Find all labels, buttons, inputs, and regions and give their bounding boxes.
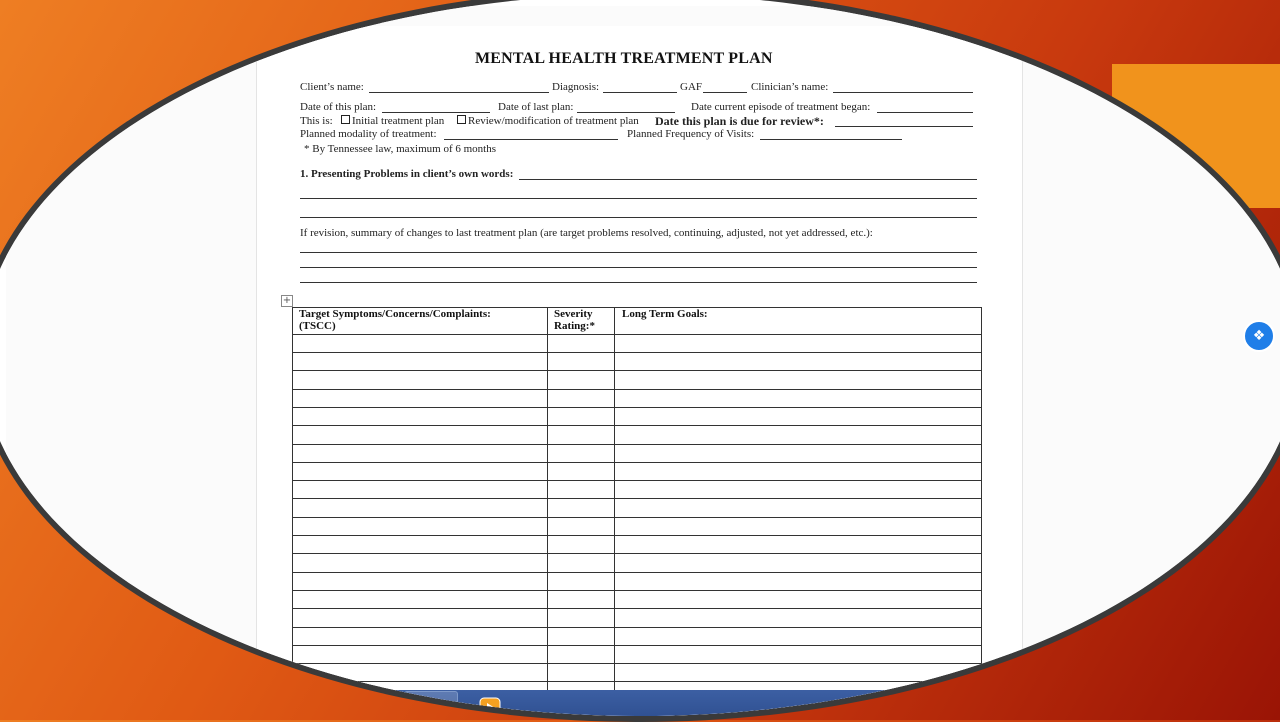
table-row[interactable] xyxy=(292,590,982,591)
tscc-header-line-2: (TSCC) xyxy=(299,320,336,332)
table-row[interactable] xyxy=(292,462,982,463)
table-row[interactable] xyxy=(292,608,982,609)
dropbox-icon[interactable]: ❖ xyxy=(1243,320,1275,352)
diagnosis-field[interactable] xyxy=(603,92,677,93)
severity-header xyxy=(554,308,595,332)
date-this-plan-label: Date of this plan: xyxy=(300,101,377,113)
clinician-name-field[interactable] xyxy=(833,92,973,93)
table-row[interactable] xyxy=(292,352,982,353)
severity-header-line-2: Rating:* xyxy=(554,320,595,332)
table-row[interactable] xyxy=(292,663,982,664)
review-plan-label: Review/modification of treatment plan xyxy=(468,115,639,127)
table-row[interactable] xyxy=(292,498,982,499)
frequency-label: Planned Frequency of Visits: xyxy=(627,128,755,140)
goals-table xyxy=(292,307,982,707)
date-this-plan-field[interactable] xyxy=(382,112,490,113)
table-row[interactable] xyxy=(292,370,982,371)
presenting-problems-line-3[interactable] xyxy=(300,217,977,218)
date-episode-field[interactable] xyxy=(877,112,973,113)
review-plan-checkbox[interactable] xyxy=(457,115,466,124)
modality-label: Planned modality of treatment: xyxy=(300,128,437,140)
date-last-plan-field[interactable] xyxy=(577,112,675,113)
presenting-problems-line-2[interactable] xyxy=(300,198,977,199)
taskbar xyxy=(6,690,1280,722)
revision-line-3[interactable] xyxy=(300,282,977,283)
revision-line-1[interactable] xyxy=(300,252,977,253)
gaf-field[interactable] xyxy=(703,92,747,93)
long-term-goals-header: Long Term Goals: xyxy=(622,308,708,320)
document-title: MENTAL HEALTH TREATMENT PLAN xyxy=(475,50,773,67)
this-is-label: This is: xyxy=(300,115,333,127)
table-row[interactable] xyxy=(292,681,982,682)
table-row[interactable] xyxy=(292,389,982,390)
gaf-label: GAF xyxy=(680,81,703,93)
initial-plan-option[interactable] xyxy=(339,115,444,127)
table-row[interactable] xyxy=(292,553,982,554)
due-for-review-label: Date this plan is due for review*: xyxy=(655,114,824,128)
presenting-problems-label: 1. Presenting Problems in client’s own words: xyxy=(300,168,514,180)
table-row[interactable] xyxy=(292,334,982,335)
table-row[interactable] xyxy=(292,645,982,646)
table-row[interactable] xyxy=(292,407,982,408)
diagnosis-label: Diagnosis: xyxy=(552,81,600,93)
table-move-icon[interactable]: + xyxy=(282,295,292,306)
date-last-plan-label: Date of last plan: xyxy=(498,101,574,113)
initial-plan-label: Initial treatment plan xyxy=(352,115,445,127)
due-for-review-field[interactable] xyxy=(835,126,973,127)
revision-line-2[interactable] xyxy=(300,267,977,268)
table-row[interactable] xyxy=(292,517,982,518)
tennessee-law-note: * By Tennessee law, maximum of 6 months xyxy=(304,143,497,155)
clinician-name-label: Clinician’s name: xyxy=(751,81,829,93)
revision-summary-label: If revision, summary of changes to last treatment plan (are target problems resolved, continuing, adjusted, not yet addressed, etc.): xyxy=(300,227,873,239)
tscc-header-line-1: Target Symptoms/Concerns/Complaints: xyxy=(299,308,491,320)
media-player-icon[interactable] xyxy=(472,691,508,722)
table-row[interactable] xyxy=(292,425,982,426)
severity-header-line-1: Severity xyxy=(554,308,593,320)
frequency-field[interactable] xyxy=(760,139,902,140)
client-name-label: Client’s name: xyxy=(300,81,364,93)
taskbar-window-button[interactable] xyxy=(404,691,458,722)
table-row[interactable] xyxy=(292,627,982,628)
client-name-field[interactable] xyxy=(369,92,549,93)
table-row[interactable] xyxy=(292,535,982,536)
table-row[interactable] xyxy=(292,480,982,481)
date-episode-label: Date current episode of treatment began: xyxy=(691,101,871,113)
initial-plan-checkbox[interactable] xyxy=(341,115,350,124)
tscc-header xyxy=(299,308,491,332)
presenting-problems-line-1[interactable] xyxy=(519,179,977,180)
table-row[interactable] xyxy=(292,572,982,573)
review-plan-option[interactable] xyxy=(455,115,639,127)
table-row[interactable] xyxy=(292,444,982,445)
modality-field[interactable] xyxy=(444,139,618,140)
